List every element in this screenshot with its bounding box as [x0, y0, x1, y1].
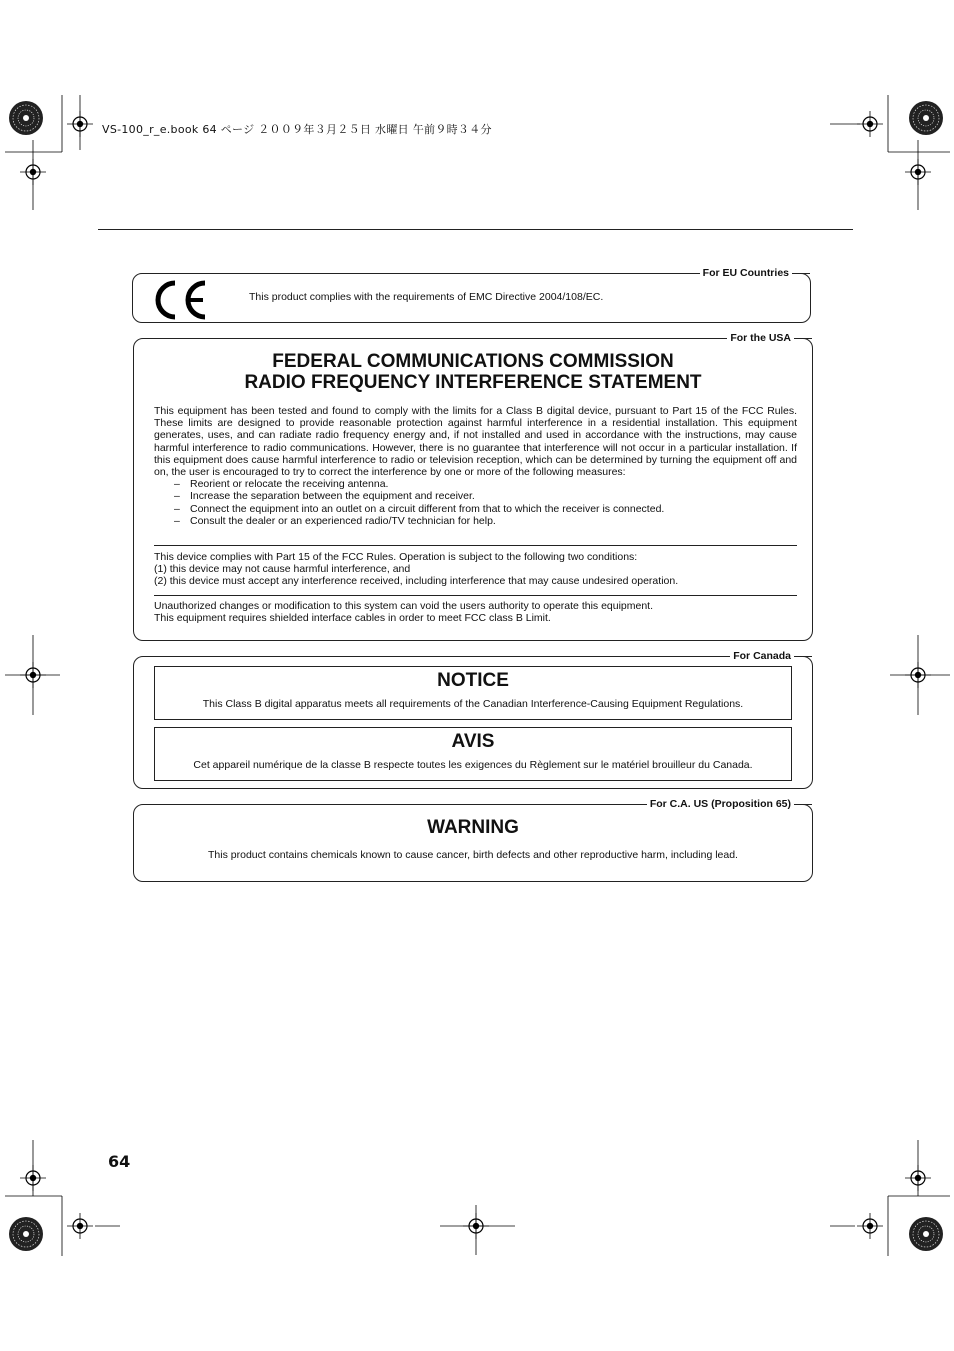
eu-box-label: For EU Countries	[700, 266, 792, 280]
ce-mark-icon	[151, 279, 211, 321]
warning-text: This product contains chemicals known to cause cancer, birth defects and other reproductive harm, including lead.	[208, 849, 738, 861]
registration-star-icon	[909, 101, 943, 135]
usa-box-label: For the USA	[727, 331, 794, 345]
fcc-title-line-2: RADIO FREQUENCY INTERFERENCE STATEMENT	[244, 372, 702, 393]
list-item: – Consult the dealer or an experienced radio/TV technician for help.	[154, 515, 797, 527]
registration-star-icon	[909, 1217, 943, 1251]
fcc-paragraph: This equipment has been tested and found to comply with the limits for a Class B digital device, pursuant to Part 15 of the FCC Rules. These limits are designed to provide reasonable protection against harmful interference in a residential installation. This equipment generates, uses, and can radiate radio frequency energy and, if not installed and used in accordance with the instructions, may cause harmful interference to radio communications. However, there is no guarantee that interference will not occur in a particular installation. If this equipment does cause harmful interference to radio or television reception, which can be determined by turning the equipment off and on, the user is encouraged to try to correct the interference by one or more of the following measures:	[154, 405, 797, 479]
fcc-title-line-1: FEDERAL COMMUNICATIONS COMMISSION	[272, 351, 674, 372]
page-number: 64	[108, 1152, 131, 1171]
unauthorized-changes-text: Unauthorized changes or modification to this system can void the users authority to operate this equipment.	[154, 600, 654, 612]
header-rule	[98, 229, 853, 230]
fcc-title	[134, 351, 812, 393]
compliance-intro: This device complies with Part 15 of the FCC Rules. Operation is subject to the following two conditions:	[154, 551, 638, 563]
fcc-conditions	[154, 551, 797, 588]
warning-title: WARNING	[427, 817, 519, 838]
list-item: – Reorient or relocate the receiving antenna.	[154, 478, 797, 490]
avis-title: AVIS	[451, 731, 495, 752]
print-header: VS-100_r_e.book 64 ページ ２００９年３月２５日 水曜日 午前９時３４分	[102, 123, 492, 136]
canada-box-label: For Canada	[730, 649, 794, 663]
registration-star-icon	[9, 1217, 43, 1251]
fcc-statement-body	[154, 405, 797, 527]
eu-compliance-text: This product complies with the requirements of EMC Directive 2004/108/EC.	[249, 291, 604, 303]
list-item: – Increase the separation between the equipment and receiver.	[154, 490, 797, 502]
shielded-cables-text: This equipment requires shielded interface cables in order to meet FCC class B Limit.	[154, 612, 551, 625]
notice-title: NOTICE	[437, 670, 509, 691]
avis-box	[154, 727, 792, 781]
usa-fcc-box	[133, 332, 813, 641]
proposition-65-box-label: For C.A. US (Proposition 65)	[647, 797, 794, 811]
registration-star-icon	[9, 101, 43, 135]
fcc-modification-notice	[154, 600, 797, 624]
registration-mark-icon	[857, 1213, 883, 1239]
eu-compliance-box	[132, 267, 811, 323]
avis-text: Cet appareil numérique de la classe B respecte toutes les exigences du Règlement sur le matériel brouilleur du Canada.	[193, 759, 753, 771]
registration-mark-icon	[67, 1213, 93, 1239]
registration-mark-icon	[857, 111, 883, 137]
condition-2: (2) this device must accept any interference received, including interference that may cause undesired operation.	[154, 575, 679, 588]
section-divider	[154, 545, 797, 546]
canada-box	[133, 650, 813, 789]
condition-1: (1) this device may not cause harmful interference, and	[154, 563, 411, 576]
section-divider	[154, 595, 797, 596]
proposition-65-box	[133, 798, 813, 882]
notice-box	[154, 666, 792, 720]
list-item: – Connect the equipment into an outlet on a circuit different from that to which the receiver is connected.	[154, 503, 797, 515]
notice-text: This Class B digital apparatus meets all requirements of the Canadian Interference-Causing Equipment Regulations.	[202, 698, 744, 710]
fcc-measures-list	[154, 478, 797, 527]
